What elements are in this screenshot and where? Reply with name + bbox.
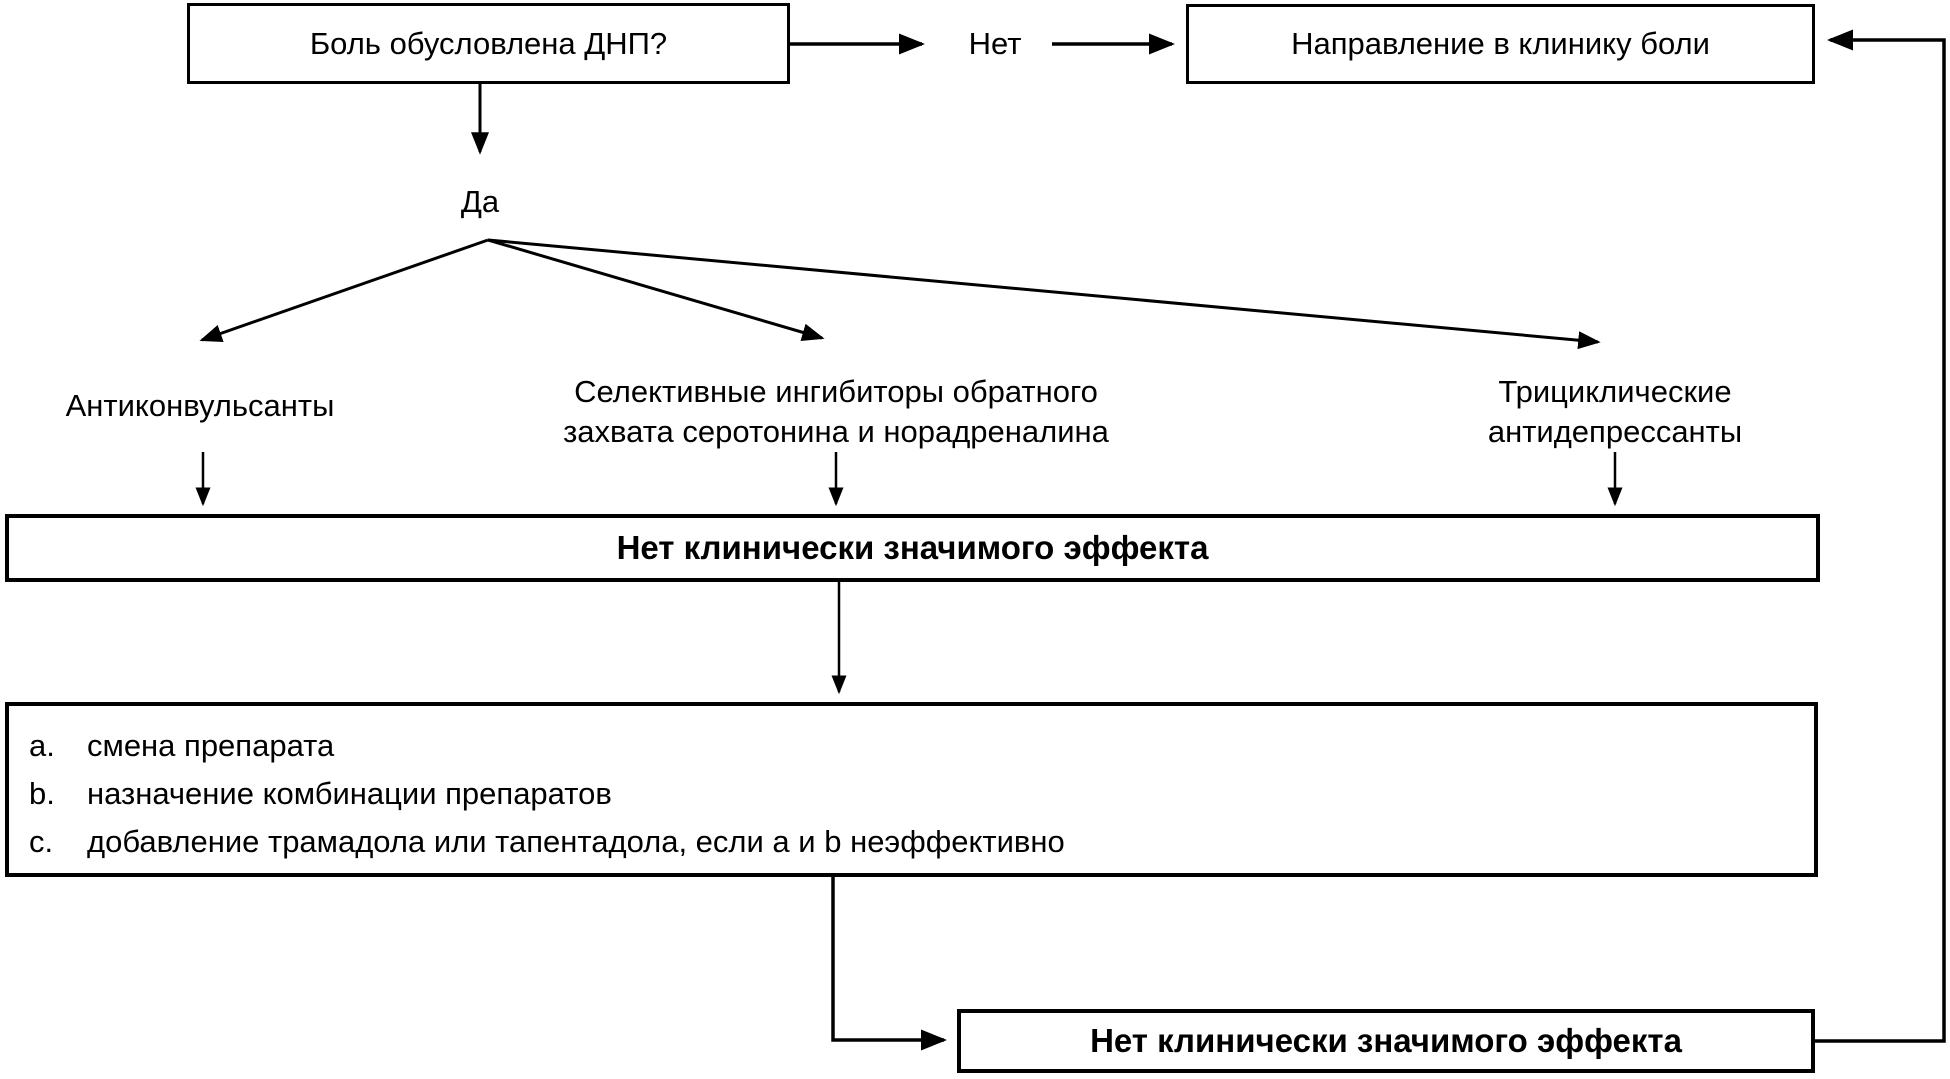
no-effect-box-1-label: Нет клинически значимого эффекта xyxy=(616,529,1209,566)
branch-snri-line2: захвата серотонина и норадреналина xyxy=(563,414,1109,449)
option-item-b xyxy=(9,770,1814,818)
branch-snri-line1: Селективные ингибиторы обратного xyxy=(574,374,1098,409)
option-item-b-marker: b. xyxy=(29,776,55,811)
question-box-label: Боль обусловлена ДНП? xyxy=(309,25,668,61)
arrow-yes-to-tca-icon xyxy=(488,240,1598,342)
no-branch-label: Нет xyxy=(968,26,1022,61)
arrow-noeffect2-to-referral-icon xyxy=(1815,40,1944,1041)
referral-box xyxy=(1186,4,1815,84)
option-item-c xyxy=(9,818,1814,866)
option-item-a xyxy=(9,722,1814,770)
option-item-b-text: назначение комбинации препаратов xyxy=(87,776,612,811)
question-box xyxy=(187,3,790,84)
no-effect-box-2-label: Нет клинически значимого эффекта xyxy=(1090,1022,1682,1059)
option-item-a-text: смена препарата xyxy=(87,728,335,763)
branch-snri-label xyxy=(511,372,1161,452)
no-effect-box-2 xyxy=(957,1009,1815,1073)
option-item-a-marker: a. xyxy=(29,728,55,763)
options-box xyxy=(5,702,1818,877)
yes-branch-label: Да xyxy=(460,184,500,219)
branch-tca-label xyxy=(1455,372,1775,452)
arrow-options-to-noeffect2-icon xyxy=(833,877,944,1040)
no-effect-box-1 xyxy=(5,514,1820,582)
branch-anticonvulsants-label: Антиконвульсанты xyxy=(65,388,335,423)
arrow-yes-to-anticonvulsants-icon xyxy=(202,240,488,340)
referral-box-label: Направление в клинику боли xyxy=(1291,26,1710,61)
option-item-c-text: добавление трамадола или тапентадола, если a и b неэффективно xyxy=(87,824,1065,859)
branch-tca-line2: антидепрессанты xyxy=(1487,414,1743,449)
branch-tca-line1: Трициклические xyxy=(1498,374,1732,409)
option-item-c-marker: c. xyxy=(29,824,54,859)
